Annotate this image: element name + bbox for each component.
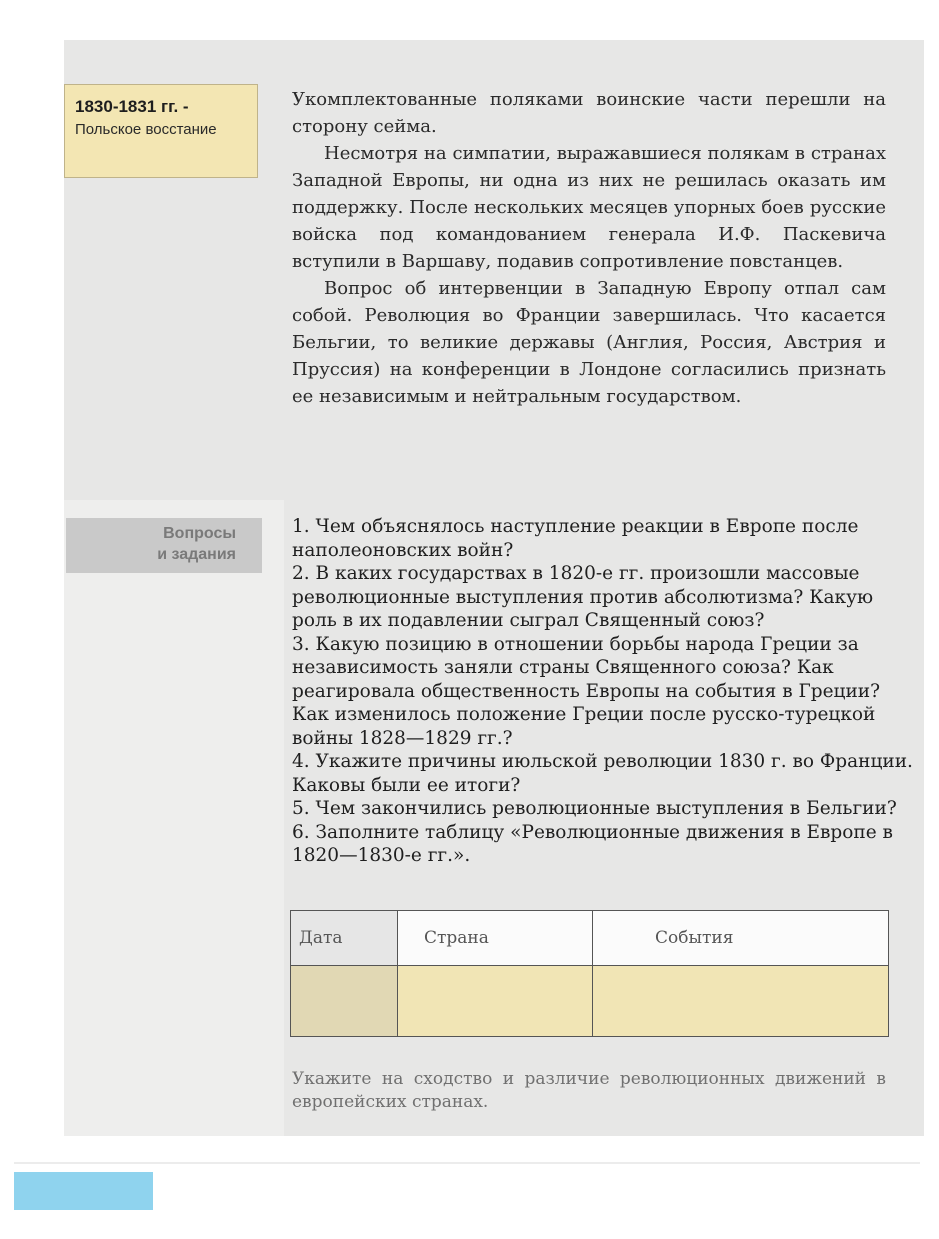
events-table bbox=[290, 910, 889, 1037]
question-item: 3. Какую позицию в отношении борьбы народа Греции за независимость заняли страны Священного союза? Как реагировала общественность Европы на события в Греции? Как изменилось положение Греции после русско-турецкой войны 1828—1829 гг.? bbox=[292, 633, 881, 749]
margin-note bbox=[64, 84, 258, 178]
question-item: 1. Чем объяснялось наступление реакции в Европе после наполеоновских войн? bbox=[292, 516, 859, 561]
question-item: 6. Заполните таблицу «Революционные движения в Европе в 1820—1830-е гг.». bbox=[292, 821, 893, 866]
table-header-date: Дата bbox=[291, 911, 398, 966]
question-item: 2. В каких государствах в 1820-е гг. произошли массовые революционные выступления против абсолютизма? Какую роль в их подавлении сыграл Священный союз? bbox=[292, 563, 874, 631]
table-header-events: События bbox=[593, 911, 889, 966]
table-cell-date[interactable] bbox=[291, 966, 398, 1037]
page-background-left-column bbox=[64, 500, 284, 1136]
margin-note-date: 1830-1831 гг. - bbox=[75, 97, 189, 116]
body-paragraph: Укомплектованные поляками воинские части перешли на сторону сейма. bbox=[292, 89, 886, 137]
footer-task: Укажите на сходство и различие революционных движений в европейских странах. bbox=[292, 1069, 886, 1112]
questions-heading-line2: и задания bbox=[157, 546, 236, 563]
body-paragraph: Вопрос об интервенции в Западную Европу отпал сам собой. Революция во Франции завершилась. Что касается Бельгии, то великие державы (Англия, Россия, Австрия и Пруссия) на конференции в Лондоне согласились признать ее независимым и нейтральным государством. bbox=[292, 278, 886, 407]
question-item: 5. Чем закончились революционные выступления в Бельгии? bbox=[292, 798, 897, 819]
questions-list bbox=[292, 515, 922, 868]
question-item: 4. Укажите причины июльской революции 1830 г. во Франции. Каковы были ее итоги? bbox=[292, 751, 913, 796]
body-paragraph: Несмотря на симпатии, выражавшиеся полякам в странах Западной Европы, ни одна из них не решилась оказать им поддержку. После нескольких месяцев упорных боев русские войска под командованием генерала И.Ф. Паскевича вступили в Варшаву, подавив сопротивление повстанцев. bbox=[292, 143, 886, 272]
body-text bbox=[292, 86, 886, 410]
table-cell-country[interactable] bbox=[398, 966, 593, 1037]
table-header-country: Страна bbox=[398, 911, 593, 966]
table-row bbox=[291, 966, 889, 1037]
questions-heading-line1: Вопросы bbox=[163, 525, 236, 542]
page-number-tab bbox=[14, 1172, 153, 1210]
page-bottom-divider bbox=[14, 1162, 920, 1164]
margin-note-event: Польское восстание bbox=[75, 121, 217, 138]
table-cell-events[interactable] bbox=[593, 966, 889, 1037]
table-header-row bbox=[291, 911, 889, 966]
questions-heading bbox=[66, 518, 262, 573]
